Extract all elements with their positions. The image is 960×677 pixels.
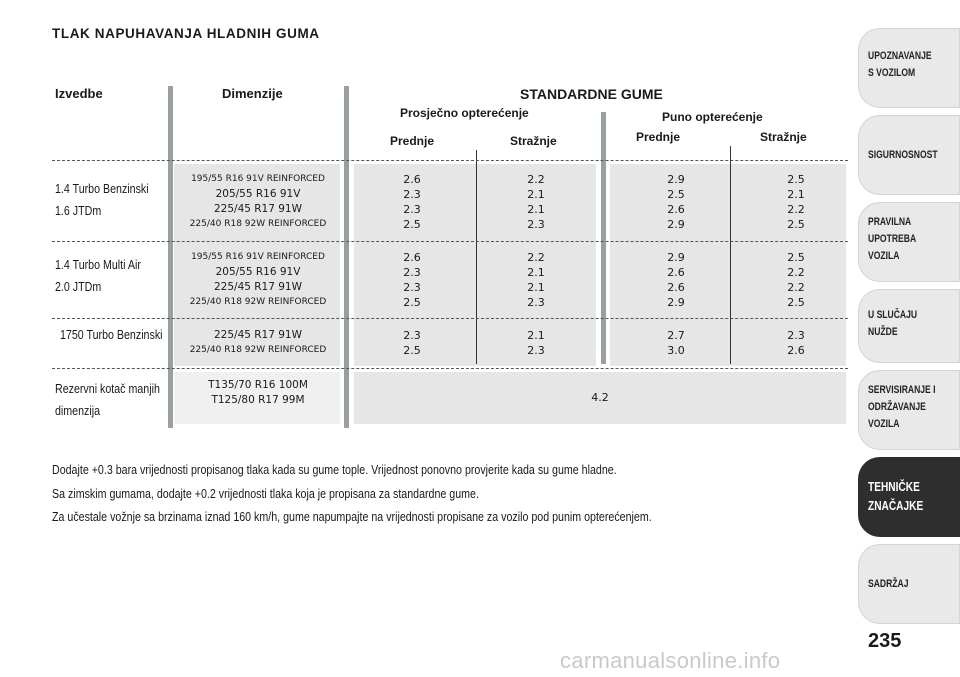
row-1-avg-rear: 2.2 2.1 2.1 2.3 — [527, 173, 545, 231]
header-dimenzije: Dimenzije — [222, 86, 283, 101]
row-3-versions: 1750 Turbo Benzinski — [60, 327, 163, 342]
row-2-avg-rear: 2.2 2.1 2.1 2.3 — [527, 251, 545, 309]
header-avg-front: Prednje — [390, 134, 435, 148]
column-divider — [344, 86, 349, 428]
sidebar-tab-u-slucaju-nuzde[interactable] — [858, 289, 960, 363]
page-title: TLAK NAPUHAVANJA HLADNIH GUMA — [52, 26, 320, 41]
header-full-load: Puno opterećenje — [662, 110, 763, 124]
page-number: 235 — [868, 630, 902, 652]
sidebar-tab-label: PRAVILNA UPOTREBA VOZILA — [868, 216, 917, 262]
row-3-avg-front: 2.3 2.5 — [403, 329, 421, 357]
row-2-dimensions: 195/55 R16 91V REINFORCED 205/55 R16 91V 225/45 R17 91W 225/40 R18 92W REINFORCED — [189, 252, 327, 307]
row-1-versions: 1.4 Turbo Benzinski 1.6 JTDm — [55, 181, 149, 218]
row-2-avg-front: 2.6 2.3 2.3 2.5 — [403, 251, 421, 309]
spare-pressure: 4.2 — [591, 391, 609, 404]
header-full-rear: Stražnje — [760, 130, 807, 144]
note-2: Sa zimskim gumama, dodajte +0.2 vrijednosti tlaka koja je propisana za standardne gume. — [52, 486, 479, 501]
sidebar-tab-upoznavanje[interactable] — [858, 28, 960, 108]
header-full-front: Prednje — [636, 130, 681, 144]
header-standard: STANDARDNE GUME — [520, 86, 663, 102]
row-2-full-rear: 2.5 2.2 2.2 2.5 — [787, 251, 805, 309]
watermark: carmanualsonline.info — [560, 648, 781, 673]
sidebar-tab-sigurnosnost[interactable] — [858, 115, 960, 195]
sidebar-tab-sadrzaj[interactable] — [858, 544, 960, 624]
sidebar-tab-tehnicke-znacajke[interactable] — [858, 457, 960, 537]
row-separator — [52, 160, 848, 161]
spare-label: Rezervni kotač manjih dimenzija — [55, 381, 160, 418]
header-avg-rear: Stražnje — [510, 134, 557, 148]
row-2-full-front: 2.9 2.6 2.6 2.9 — [667, 251, 685, 309]
sidebar-tab-label: UPOZNAVANJE S VOZILOM — [868, 50, 932, 79]
row-3-dimensions: 225/45 R17 91W 225/40 R18 92W REINFORCED — [189, 329, 327, 355]
row-2-versions: 1.4 Turbo Multi Air 2.0 JTDm — [55, 257, 141, 294]
note-3: Za učestale vožnje sa brzinama iznad 160 km/h, gume napumpajte na vrijednosti propisane za vozilo pod punim opterećenjem. — [52, 509, 652, 524]
header-izvedbe: Izvedbe — [55, 86, 103, 101]
inner-divider — [730, 146, 731, 364]
spare-dimensions: T135/70 R16 100M T125/80 R17 99M — [208, 379, 308, 406]
sidebar-tab-label: SERVISIRANJE I ODRŽAVANJE VOZILA — [868, 384, 936, 430]
row-1-dimensions: 195/55 R16 91V REINFORCED 205/55 R16 91V 225/45 R17 91W 225/40 R18 92W REINFORCED — [189, 174, 327, 229]
sidebar-tab-label: SADRŽAJ — [868, 578, 909, 590]
row-3-full-front: 2.7 3.0 — [667, 329, 685, 357]
row-1-full-rear: 2.5 2.1 2.2 2.5 — [787, 173, 805, 231]
sidebar-tab-pravilna-upotreba[interactable] — [858, 202, 960, 282]
sidebar-tab-servisiranje[interactable] — [858, 370, 960, 450]
sidebar-tab-label: TEHNIČKE ZNAČAJKE — [868, 479, 924, 513]
inner-divider — [476, 150, 477, 364]
row-3-full-rear: 2.3 2.6 — [787, 329, 805, 357]
note-1: Dodajte +0.3 bara vrijednosti propisanog tlaka kada su gume tople. Vrijednost ponovno provjerite kada su gume hladne. — [52, 462, 617, 477]
column-divider — [168, 86, 173, 428]
row-separator — [52, 368, 848, 369]
column-divider — [601, 112, 606, 364]
row-1-avg-front: 2.6 2.3 2.3 2.5 — [403, 173, 421, 231]
row-3-avg-rear: 2.1 2.3 — [527, 329, 545, 357]
header-avg-load: Prosječno opterećenje — [400, 106, 529, 120]
row-separator — [52, 318, 848, 319]
row-1-full-front: 2.9 2.5 2.6 2.9 — [667, 173, 685, 231]
sidebar-tab-label: SIGURNOSNOST — [868, 149, 938, 161]
row-separator — [52, 241, 848, 242]
sidebar-tab-label: U SLUČAJU NUŽDE — [868, 309, 918, 338]
